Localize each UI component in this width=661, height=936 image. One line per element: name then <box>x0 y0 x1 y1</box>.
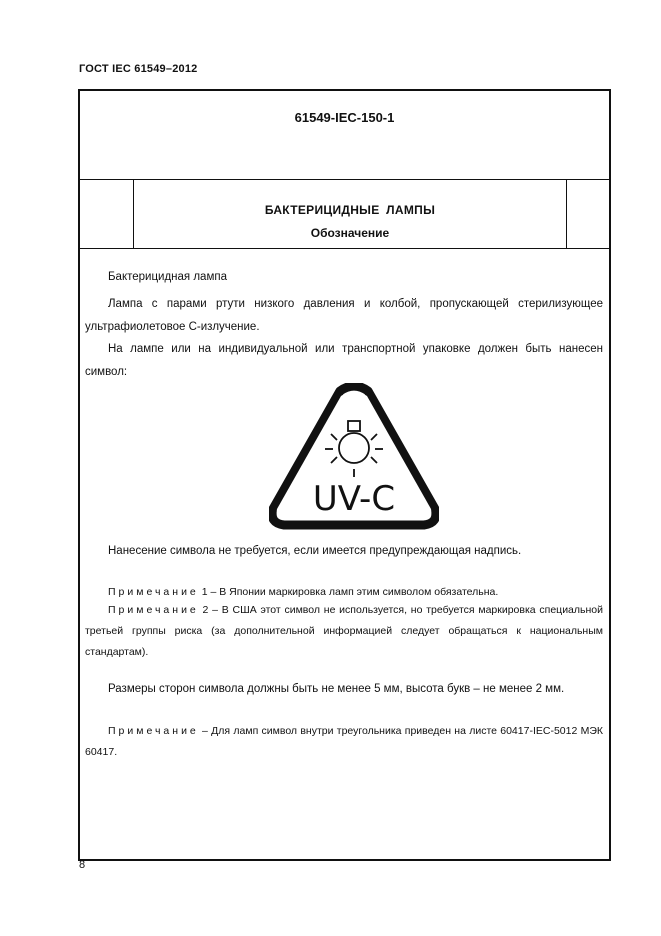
sheet-frame <box>78 89 611 861</box>
note-text: 2 – В США этот символ не используется, но требуется маркировка специальной третьей группы риска (за дополнительной информацией следует обращаться к национальным стандартам). <box>85 604 603 658</box>
note-label: Примечание <box>108 725 199 737</box>
note-usa <box>85 600 603 663</box>
sheet-id: 61549-IEC-150-1 <box>294 110 395 125</box>
title-right-divider <box>566 180 567 248</box>
paragraph-dimensions: Размеры сторон символа должны быть не менее 5 мм, высота букв – не менее 2 мм. <box>108 683 565 695</box>
paragraph-lamp-description: Лампа с парами ртути низкого давления и колбой, пропускающей стерилизующее ультрафиолетовое С-излучение. <box>85 298 603 333</box>
document-header: ГОСТ IEC 61549–2012 <box>79 63 198 75</box>
sheet-subtitle: Обозначение <box>310 226 390 240</box>
paragraph-lamp-name: Бактерицидная лампа <box>108 271 227 283</box>
note-iec-60417 <box>85 721 603 763</box>
paragraph-no-symbol: Нанесение символа не требуется, если имеется предупреждающая надпись. <box>108 545 522 557</box>
page-number: 8 <box>79 859 86 871</box>
uv-c-label: UV-C <box>312 479 396 519</box>
note-text: 1 – В Японии маркировка ламп этим символом обязательна. <box>198 586 499 598</box>
uv-c-warning-symbol-icon <box>269 383 439 533</box>
note-text: – Для ламп символ внутри треугольника приведен на листе 60417-IEC-5012 МЭК 60417. <box>85 725 603 758</box>
paragraph-symbol-requirement: На лампе или на индивидуальной или транспортной упаковке должен быть нанесен символ: <box>85 343 603 378</box>
title-row <box>80 180 609 249</box>
note-label: Примечание <box>108 604 199 616</box>
note-label: Примечание <box>108 586 199 598</box>
sheet-id-row <box>80 91 609 180</box>
sheet-title: БАКТЕРИЦИДНЫЕ ЛАМПЫ <box>264 203 436 217</box>
